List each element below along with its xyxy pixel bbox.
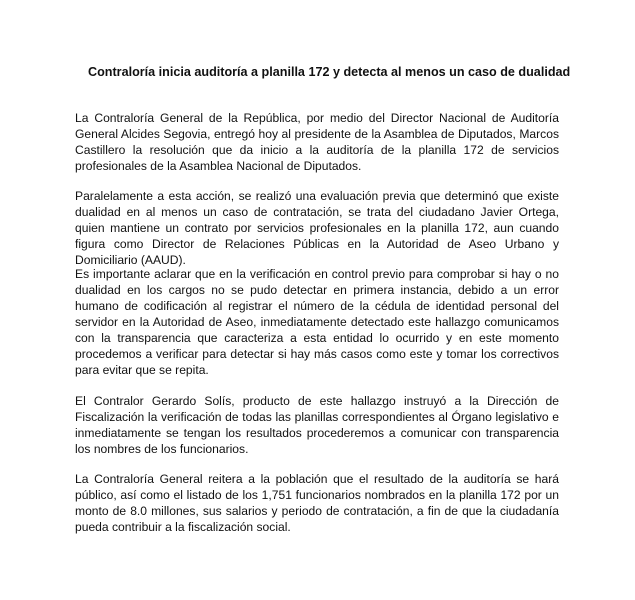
paragraph-comptroller-instruction: El Contralor Gerardo Solís, producto de este hallazgo instruyó a la Dirección de Fiscalización la verificación de todas las planillas correspondientes al Órgano legislativo e inmediatamente se tengan los resultados procederemos a comunicar con transparencia los nombres de los funcionarios. [75,394,559,456]
paragraph-public-results: La Contraloría General reitera a la población que el resultado de la auditoría se hará público, así como el listado de los 1,751 funcionarios nombrados en la planilla 172 por un monto de 8.0 millones, sus salarios y periodo de contratación, a fin de que la ciudadanía pueda contribuir a la fiscalización social. [75,472,559,534]
paragraph-verification-error: Es importante aclarar que en la verificación en control previo para comprobar si hay o no dualidad en los cargos no se pudo detectar en primera instancia, debido a un error humano de codificación al registrar el número de la cédula de identidad personal del servidor en la Autoridad de Aseo, inmediatamente detectado este hallazgo comunicamos con la transparencia que caracteriza a esta entidad lo ocurrido y en este momento procedemos a verificar para detectar si hay más casos como este y tomar los correctivos para evitar que se repita. [75,267,559,377]
document-title: Contraloría inicia auditoría a planilla 172 y detecta al menos un caso de dualidad [88,65,571,79]
paragraph-duality-case: Paralelamente a esta acción, se realizó una evaluación previa que determinó que existe dualidad en al menos un caso de contratación, se trata del ciudadano Javier Ortega, quien mantiene un contrato por servicios profesionales en la planilla 172, aun cuando figura como Director de Relaciones Públicas en la Autoridad de Aseo Urbano y Domiciliario (AAUD). [75,189,559,267]
paragraph-audit-resolution: La Contraloría General de la República, por medio del Director Nacional de Auditoría General Alcides Segovia, entregó hoy al presidente de la Asamblea de Diputados, Marcos Castillero la resolución que da inicio a la auditoría de la planilla 172 de servicios profesionales de la Asamblea Nacional de Diputados. [75,111,559,173]
